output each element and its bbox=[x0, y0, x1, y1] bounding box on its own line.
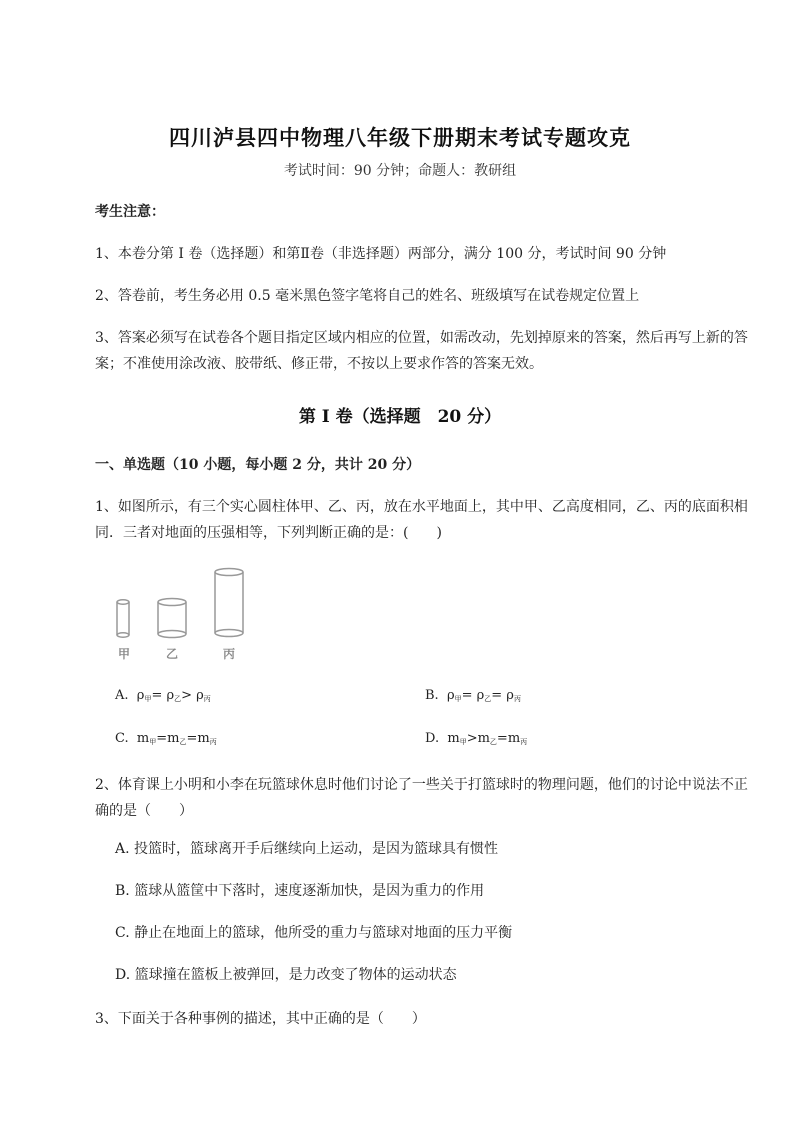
notice-item: 3、答案必须写在试卷各个题目指定区域内相应的位置，如需改动，先划掉原来的答案，然后再写上新的答案；不准使用涂改液、胶带纸、修正带，不按以上要求作答的答案无效。 bbox=[95, 330, 748, 372]
option-a[interactable] bbox=[115, 688, 211, 704]
subscript: 丙 bbox=[203, 695, 211, 703]
option-symbol: =m bbox=[496, 731, 521, 746]
cylinders-figure bbox=[110, 565, 260, 660]
option-letter: B. bbox=[425, 688, 439, 703]
option-symbol: = ρ bbox=[461, 688, 485, 703]
option-c[interactable]: C. 静止在地面上的篮球，他所受的重力与篮球对地面的压力平衡 bbox=[115, 925, 513, 941]
subscript: 丙 bbox=[209, 738, 217, 746]
option-symbol: m bbox=[136, 731, 150, 746]
section-title: 第 I 卷（选择题 20 分） bbox=[298, 407, 502, 427]
option-symbol: >m bbox=[466, 731, 490, 746]
subscript: 丙 bbox=[520, 738, 528, 746]
option-symbol: =m bbox=[156, 731, 180, 746]
subscript: 甲 bbox=[144, 695, 152, 703]
option-a[interactable]: A. 投篮时，篮球离开手后继续向上运动，是因为篮球具有惯性 bbox=[115, 841, 499, 857]
subscript: 乙 bbox=[179, 738, 187, 746]
page-title: 四川泸县四中物理八年级下册期末考试专题攻克 bbox=[169, 125, 631, 150]
option-letter: D. bbox=[425, 731, 440, 746]
part-heading: 一、单选题（10 小题，每小题 2 分，共计 20 分） bbox=[95, 457, 421, 473]
figure-label-bing: 丙 bbox=[223, 647, 236, 661]
notice-item: 1、本卷分第 I 卷（选择题）和第Ⅱ卷（非选择题）两部分，满分 100 分，考试时间 90 分钟 bbox=[95, 246, 667, 262]
figure-label-jia: 甲 bbox=[118, 647, 131, 661]
option-symbol: = ρ bbox=[491, 688, 514, 703]
option-symbol: ρ bbox=[446, 688, 455, 703]
notice-heading: 考生注意： bbox=[95, 204, 165, 220]
question-stem: 3、下面关于各种事例的描述，其中正确的是（ ） bbox=[95, 1011, 426, 1027]
subscript: 甲 bbox=[454, 695, 462, 703]
option-symbol: > ρ bbox=[181, 688, 204, 703]
subscript: 乙 bbox=[174, 695, 182, 703]
option-letter: A. bbox=[115, 688, 129, 703]
option-d[interactable] bbox=[425, 731, 527, 747]
option-symbol: ρ bbox=[136, 688, 145, 703]
option-d[interactable]: D. 篮球撞在篮板上被弹回，是力改变了物体的运动状态 bbox=[115, 967, 457, 983]
option-b[interactable] bbox=[425, 688, 521, 704]
question-stem: 2、体育课上小明和小李在玩篮球休息时他们讨论了一些关于打篮球时的物理问题，他们的讨论中说法不正确的是（ ） bbox=[95, 777, 748, 819]
notice-item: 2、答卷前，考生务必用 0.5 毫米黑色签字笔将自己的姓名、班级填写在试卷规定位置上 bbox=[95, 288, 640, 304]
option-symbol: m bbox=[447, 731, 460, 746]
option-c[interactable] bbox=[115, 731, 217, 747]
subscript: 甲 bbox=[459, 738, 467, 746]
option-symbol: =m bbox=[186, 731, 210, 746]
option-letter: C. bbox=[115, 731, 129, 746]
subscript: 乙 bbox=[484, 695, 492, 703]
option-b[interactable]: B. 篮球从篮筐中下落时，速度逐渐加快，是因为重力的作用 bbox=[115, 883, 485, 899]
question-stem: 1、如图所示，有三个实心圆柱体甲、乙、丙，放在水平地面上，其中甲、乙高度相同，乙、丙的底面积相同．三者对地面的压强相等，下列判断正确的是：( ) bbox=[95, 499, 748, 541]
exam-info: 考试时间：90 分钟；命题人：教研组 bbox=[283, 163, 517, 179]
subscript: 甲 bbox=[149, 738, 157, 746]
subscript: 乙 bbox=[489, 738, 497, 746]
cylinders-diagram bbox=[110, 565, 260, 640]
option-symbol: = ρ bbox=[151, 688, 175, 703]
subscript: 丙 bbox=[513, 695, 521, 703]
figure-label-yi: 乙 bbox=[166, 647, 179, 661]
